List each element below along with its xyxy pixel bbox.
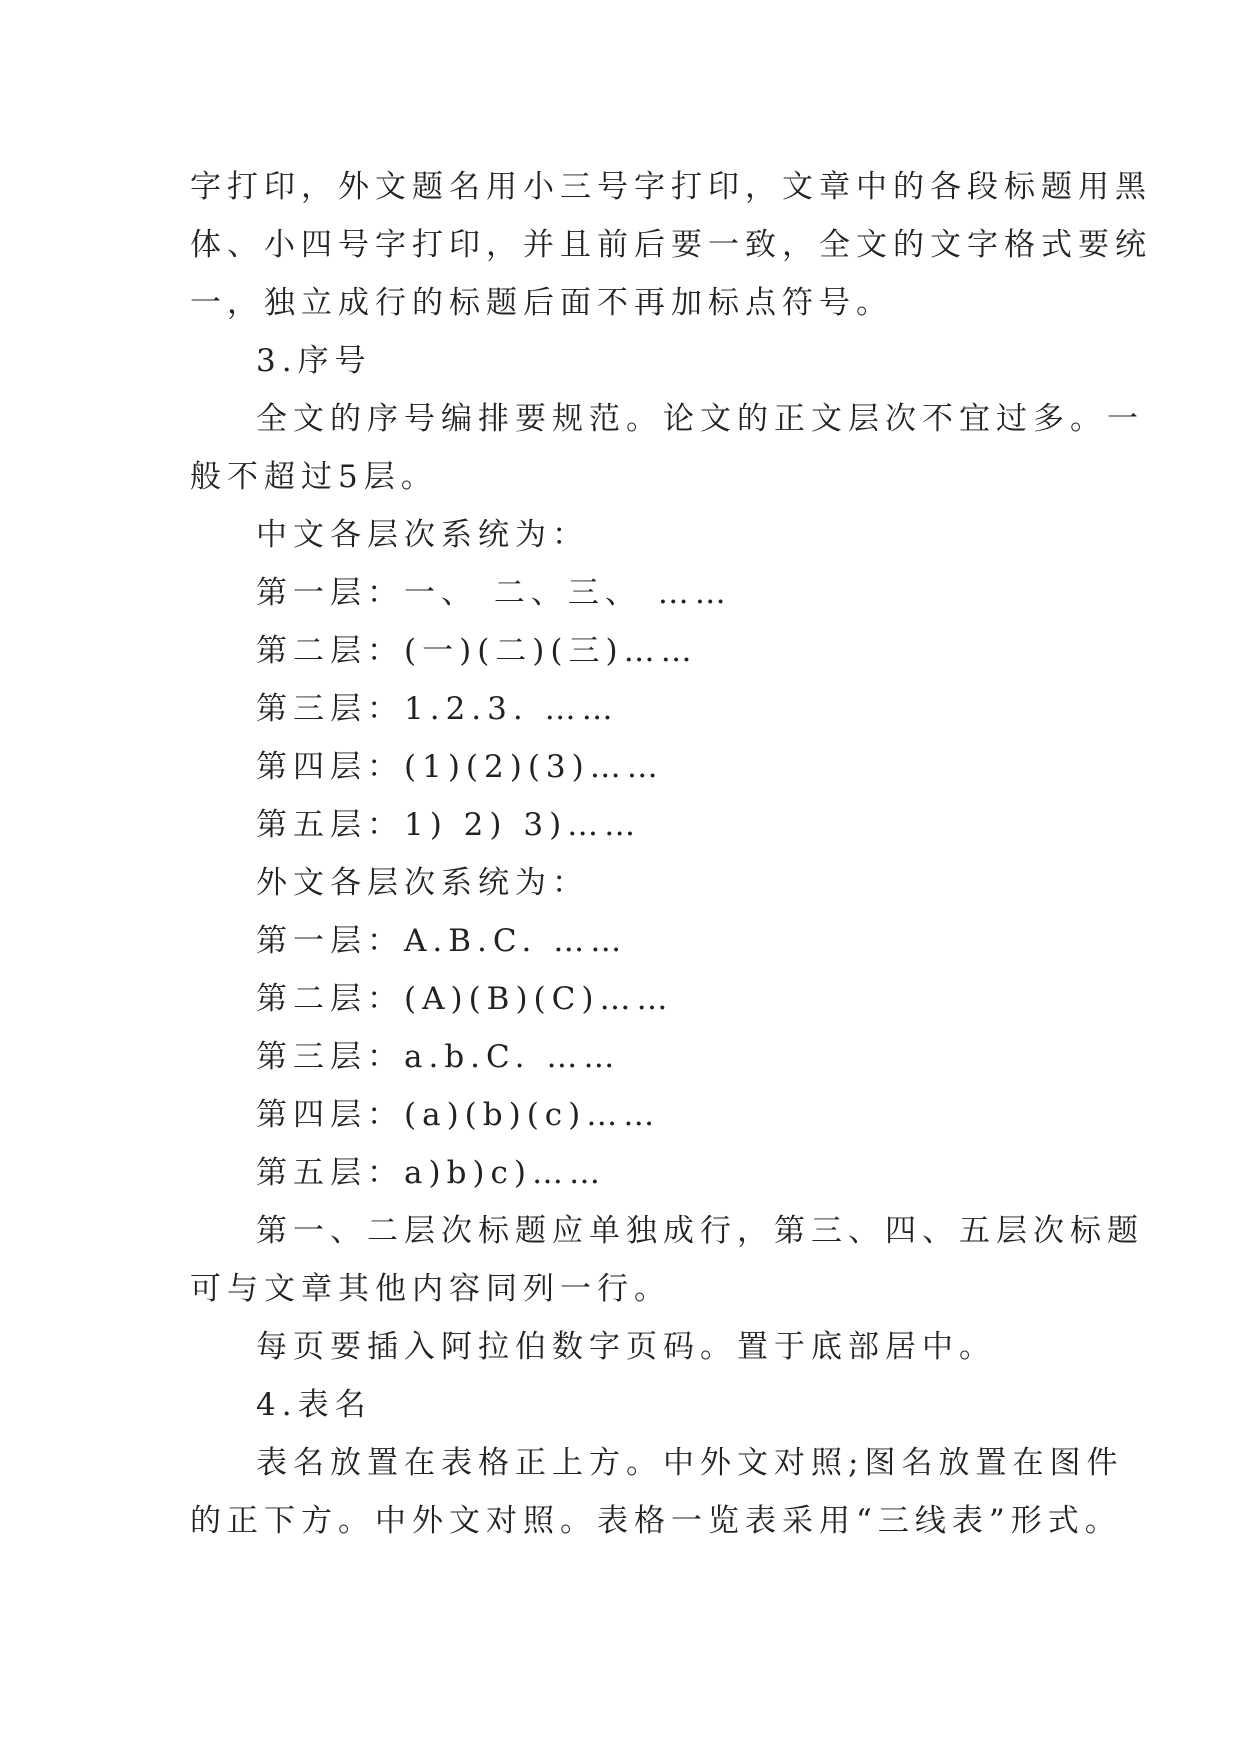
numbering-level-line: 第二层：(一)(二)(三)…… [256,633,698,669]
text-line: 可与文章其他内容同列一行。 [190,1271,671,1307]
numbering-level-line: 第四层：(a)(b)(c)…… [256,1097,661,1133]
numbering-level-line: 第五层：1) 2) 3)…… [256,807,642,843]
section-heading: 3.序号 [256,343,372,379]
text-line: 每页要插入阿拉伯数字页码。置于底部居中。 [256,1329,996,1365]
numbering-level-line: 第三层：a.b.C. …… [256,1039,621,1075]
text-line: 中文各层次系统为： [256,517,589,553]
text-line: 外文各层次系统为： [256,865,589,901]
text-line: 的正下方。中外文对照。表格一览表采用“三线表”形式。 [190,1503,1122,1539]
numbering-level-line: 第四层：(1)(2)(3)…… [256,749,664,785]
text-line: 体、小四号字打印，并且前后要一致，全文的文字格式要统 [190,227,1152,263]
text-line: 一，独立成行的标题后面不再加标点符号。 [190,285,893,321]
text-line: 第一、二层次标题应单独成行，第三、四、五层次标题 [256,1213,1144,1249]
text-line: 般不超过5层。 [190,459,438,495]
numbering-level-line: 第三层：1.2.3. …… [256,691,619,727]
numbering-level-line: 第五层：a)b)c)…… [256,1155,606,1191]
numbering-level-line: 第一层：A.B.C. …… [256,923,628,959]
numbering-level-line: 第一层：一、 二、三、 …… [256,575,732,611]
text-line: 表名放置在表格正上方。中外文对照;图名放置在图件 [256,1445,1124,1481]
text-line: 字打印，外文题名用小三号字打印，文章中的各段标题用黑 [190,169,1152,205]
numbering-level-line: 第二层：(A)(B)(C)…… [256,981,674,1017]
section-heading: 4.表名 [256,1387,372,1423]
body-text [190,158,1152,1550]
text-line: 全文的序号编排要规范。论文的正文层次不宜过多。一 [256,401,1144,437]
